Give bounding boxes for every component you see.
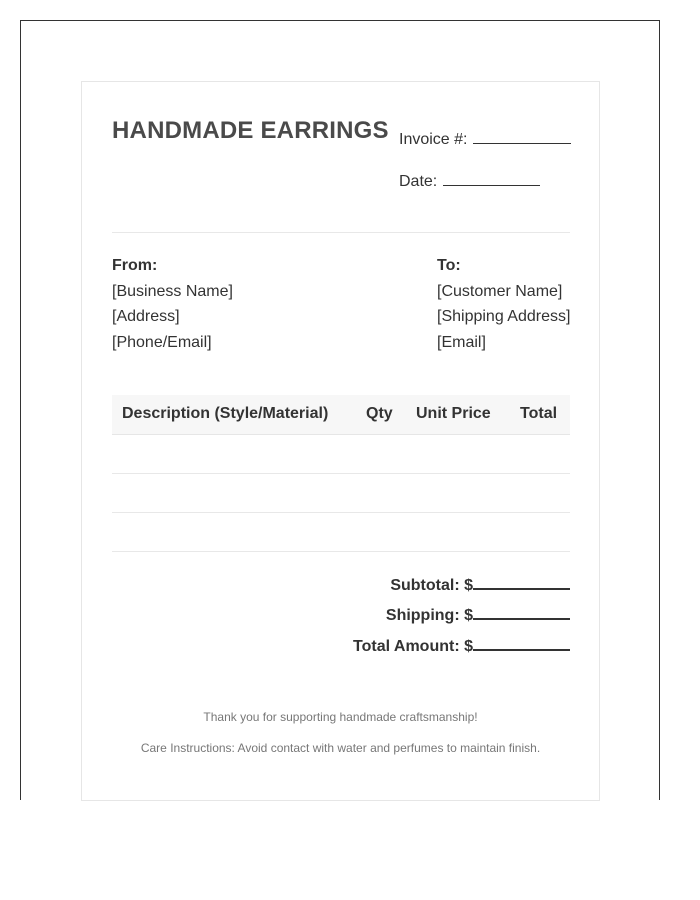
subtotal-blank — [473, 575, 570, 590]
from-address-block — [112, 253, 233, 355]
table-row — [112, 474, 570, 513]
table-row — [112, 435, 570, 474]
from-address: [Address] — [112, 308, 180, 325]
invoice-date-label: Date: — [399, 173, 438, 190]
total-amount-line — [353, 636, 570, 656]
column-header-unit-price: Unit Price — [416, 405, 491, 422]
subtotal-line — [390, 575, 570, 595]
thank-you-note: Thank you for supporting handmade craftsmanship! — [203, 710, 478, 724]
to-heading: To: — [437, 257, 461, 274]
invoice-number-blank — [473, 131, 571, 144]
to-customer-name: [Customer Name] — [437, 282, 563, 300]
invoice-date-field — [399, 173, 540, 191]
header-divider — [112, 232, 570, 233]
column-header-total: Total — [520, 405, 558, 422]
invoice-number-field — [399, 131, 571, 149]
column-header-description: Description (Style/Material) — [122, 405, 329, 422]
invoice-date-blank — [443, 173, 540, 186]
from-heading: From: — [112, 257, 158, 274]
shipping-blank — [473, 605, 570, 620]
invoice-title: HANDMADE EARRINGS — [112, 117, 389, 144]
items-table-header — [112, 395, 570, 435]
total-amount-label: Total Amount: $ — [353, 638, 473, 655]
subtotal-label: Subtotal: $ — [390, 577, 473, 594]
from-contact: [Phone/Email] — [112, 333, 212, 351]
to-email: [Email] — [437, 333, 486, 351]
column-header-qty: Qty — [366, 405, 393, 422]
table-row — [112, 513, 570, 552]
shipping-label: Shipping: $ — [385, 607, 473, 624]
shipping-line — [386, 605, 570, 625]
total-amount-blank — [473, 636, 570, 651]
invoice-number-label: Invoice #: — [399, 131, 468, 148]
to-address-block — [437, 253, 570, 355]
care-instructions: Care Instructions: Avoid contact with water and perfumes to maintain finish. — [140, 741, 541, 755]
from-business-name: [Business Name] — [112, 282, 233, 300]
to-shipping-address: [Shipping Address] — [437, 308, 571, 325]
